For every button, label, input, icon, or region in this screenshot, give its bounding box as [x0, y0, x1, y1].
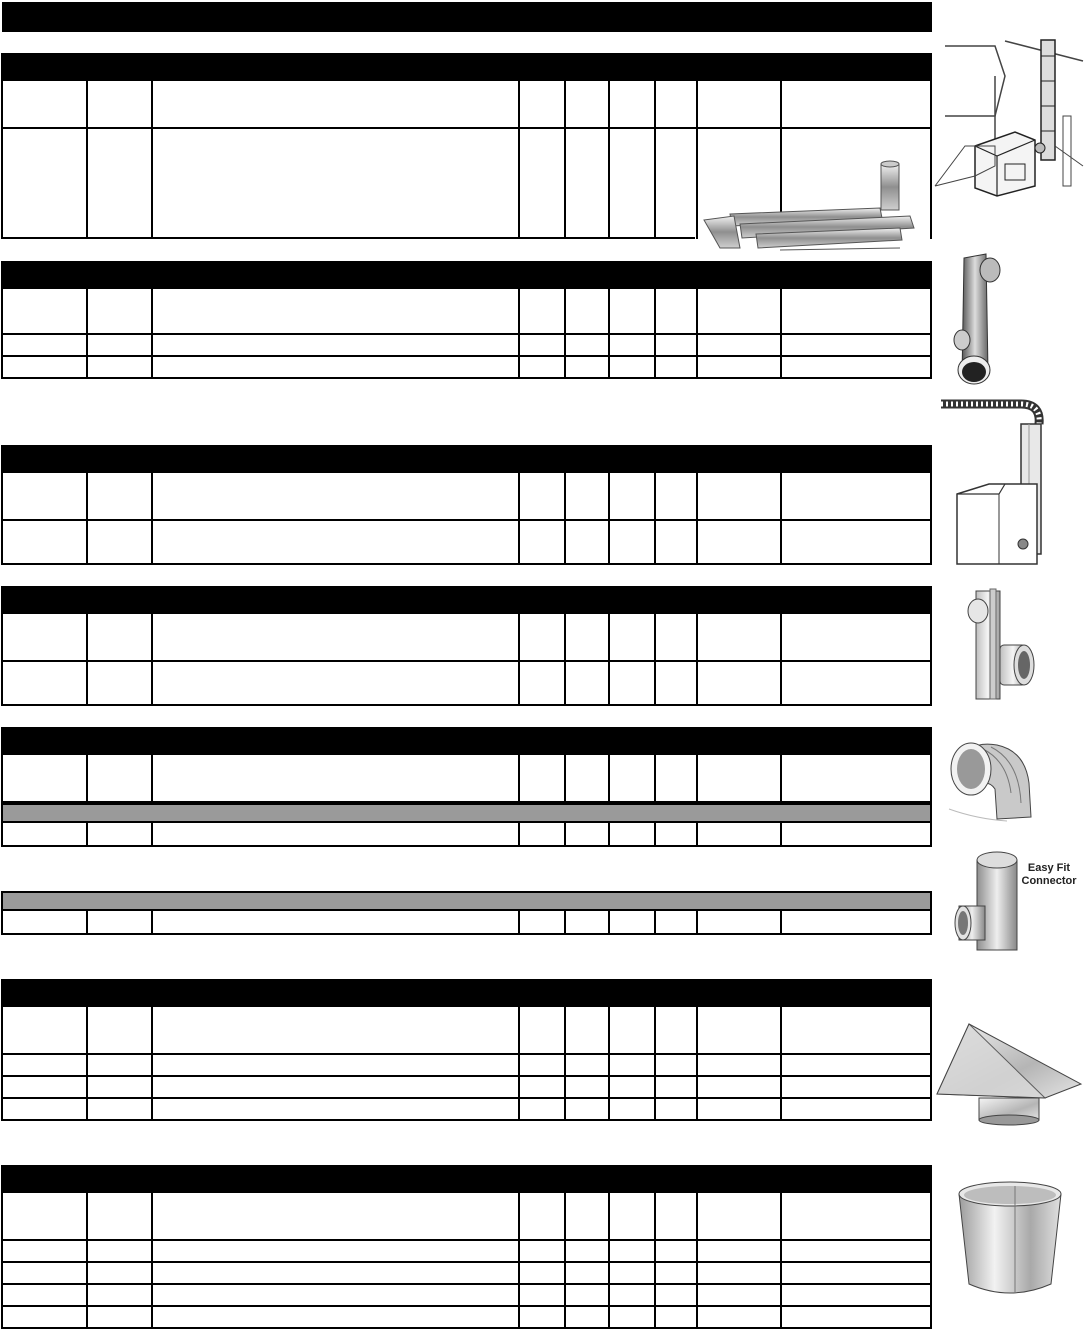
- column-rule: [518, 1263, 520, 1283]
- column-rule: [608, 1241, 610, 1261]
- dryer-installation-diagram-icon: [935, 36, 1083, 198]
- column-rule: [151, 755, 153, 801]
- column-rule: [654, 1307, 656, 1327]
- column-rule: [654, 473, 656, 519]
- column-rule: [86, 81, 88, 127]
- column-rule: [654, 1099, 656, 1119]
- column-rule: [696, 81, 698, 127]
- column-rule: [564, 1263, 566, 1283]
- column-rule: [86, 911, 88, 933]
- column-rule: [654, 1285, 656, 1305]
- column-rule: [86, 662, 88, 704]
- column-rule: [86, 357, 88, 377]
- column-rule: [86, 823, 88, 845]
- column-rule: [151, 81, 153, 127]
- column-rule: [654, 335, 656, 355]
- section-header-bar: [1, 445, 932, 473]
- section-header-bar: [1, 261, 932, 289]
- dryer-vent-pipe-kit-icon: [700, 158, 930, 254]
- column-rule: [564, 1193, 566, 1239]
- column-rule: [780, 357, 782, 377]
- column-rule: [608, 289, 610, 333]
- table-row: [1, 1263, 932, 1285]
- column-rule: [86, 1007, 88, 1053]
- column-rule: [518, 1077, 520, 1097]
- column-rule: [608, 1007, 610, 1053]
- column-rule: [151, 614, 153, 660]
- adjustable-elbow-icon: [947, 733, 1047, 825]
- table-row: [1, 1193, 932, 1241]
- section-subheader-bar: [1, 891, 932, 911]
- column-rule: [518, 1055, 520, 1075]
- column-rule: [564, 1241, 566, 1261]
- table-row: [1, 357, 932, 379]
- column-rule: [780, 1193, 782, 1239]
- column-rule: [608, 1285, 610, 1305]
- column-rule: [608, 357, 610, 377]
- column-rule: [780, 911, 782, 933]
- column-rule: [654, 1007, 656, 1053]
- section-header-bar: [1, 727, 932, 755]
- section-header-bar: [1, 586, 932, 614]
- column-rule: [564, 1307, 566, 1327]
- rectangular-dryer-box-connector-icon: [960, 585, 1040, 703]
- table-row: [1, 335, 932, 357]
- column-rule: [696, 521, 698, 563]
- column-rule: [564, 755, 566, 801]
- column-rule: [518, 1285, 520, 1305]
- column-rule: [780, 81, 782, 127]
- column-rule: [696, 1307, 698, 1327]
- column-rule: [780, 473, 782, 519]
- column-rule: [696, 755, 698, 801]
- column-rule: [151, 823, 153, 845]
- column-rule: [151, 1285, 153, 1305]
- column-rule: [696, 1055, 698, 1075]
- row-rule: [1, 237, 695, 239]
- column-rule: [518, 81, 520, 127]
- column-rule: [780, 1285, 782, 1305]
- column-rule: [654, 1077, 656, 1097]
- column-rule: [518, 129, 520, 239]
- column-rule: [608, 911, 610, 933]
- column-rule: [564, 823, 566, 845]
- table-row: [1, 1307, 932, 1329]
- column-rule: [696, 473, 698, 519]
- column-rule: [654, 129, 656, 239]
- column-rule: [151, 911, 153, 933]
- column-rule: [608, 823, 610, 845]
- column-rule: [608, 129, 610, 239]
- column-rule: [608, 1307, 610, 1327]
- column-rule: [518, 335, 520, 355]
- table-row: [1, 1077, 932, 1099]
- flexible-vent-to-dryer-diagram-icon: [937, 396, 1047, 568]
- column-rule: [564, 662, 566, 704]
- column-rule: [564, 1077, 566, 1097]
- column-rule: [151, 1099, 153, 1119]
- column-rule: [564, 1285, 566, 1305]
- column-rule: [518, 289, 520, 333]
- table-row: [1, 1007, 932, 1055]
- table-row: [1, 662, 932, 706]
- column-rule: [696, 1241, 698, 1261]
- column-rule: [696, 335, 698, 355]
- column-rule: [696, 614, 698, 660]
- table-row: [1, 1055, 932, 1077]
- column-rule: [518, 1099, 520, 1119]
- column-rule: [151, 1055, 153, 1075]
- column-rule: [518, 1307, 520, 1327]
- column-rule: [654, 289, 656, 333]
- table-row: [1, 473, 932, 521]
- column-rule: [780, 755, 782, 801]
- column-rule: [86, 289, 88, 333]
- easy-fit-connector-callout: Easy Fit Connector: [1021, 862, 1077, 887]
- table-row: [1, 289, 932, 335]
- table-row: [1, 823, 932, 847]
- column-rule: [696, 1285, 698, 1305]
- column-rule: [86, 335, 88, 355]
- column-rule: [151, 129, 153, 239]
- column-rule: [654, 81, 656, 127]
- column-rule: [151, 1007, 153, 1053]
- column-rule: [608, 1055, 610, 1075]
- column-rule: [780, 1241, 782, 1261]
- column-rule: [564, 129, 566, 239]
- table-row: [1, 1099, 932, 1121]
- column-rule: [608, 1077, 610, 1097]
- column-rule: [564, 357, 566, 377]
- column-rule: [518, 911, 520, 933]
- column-rule: [780, 614, 782, 660]
- column-rule: [86, 1263, 88, 1283]
- column-rule: [518, 614, 520, 660]
- column-rule: [151, 1077, 153, 1097]
- column-rule: [518, 1241, 520, 1261]
- table-row: [1, 614, 932, 662]
- column-rule: [151, 1193, 153, 1239]
- column-rule: [654, 662, 656, 704]
- column-rule: [780, 1055, 782, 1075]
- column-rule: [608, 1193, 610, 1239]
- table-row: [1, 81, 932, 129]
- column-rule: [608, 335, 610, 355]
- column-rule: [696, 1263, 698, 1283]
- column-rule: [151, 289, 153, 333]
- column-rule: [151, 335, 153, 355]
- round-collar-icon: [955, 1180, 1065, 1302]
- column-rule: [564, 614, 566, 660]
- column-rule: [696, 1099, 698, 1119]
- column-rule: [654, 911, 656, 933]
- page-title-bar: [2, 2, 932, 32]
- column-rule: [780, 662, 782, 704]
- table-row: [1, 1241, 932, 1263]
- offset-periscope-vent-icon: [952, 252, 1012, 388]
- column-rule: [608, 614, 610, 660]
- column-rule: [564, 1007, 566, 1053]
- column-rule: [151, 1307, 153, 1327]
- column-rule: [518, 1193, 520, 1239]
- column-rule: [518, 823, 520, 845]
- column-rule: [608, 473, 610, 519]
- column-rule: [696, 1007, 698, 1053]
- column-rule: [564, 473, 566, 519]
- section-header-bar: [1, 979, 932, 1007]
- column-rule: [654, 1241, 656, 1261]
- column-rule: [654, 1193, 656, 1239]
- column-rule: [86, 473, 88, 519]
- column-rule: [780, 1099, 782, 1119]
- column-rule: [564, 521, 566, 563]
- column-rule: [780, 289, 782, 333]
- table-row: [1, 755, 932, 803]
- column-rule: [518, 521, 520, 563]
- column-rule: [564, 289, 566, 333]
- roof-vent-hood-icon: [935, 1020, 1083, 1126]
- column-rule: [654, 1055, 656, 1075]
- column-rule: [608, 662, 610, 704]
- column-rule: [86, 1193, 88, 1239]
- column-rule: [518, 1007, 520, 1053]
- section-subheader-bar: [1, 803, 932, 823]
- column-rule: [518, 662, 520, 704]
- column-rule: [518, 357, 520, 377]
- column-rule: [608, 1263, 610, 1283]
- column-rule: [608, 755, 610, 801]
- section-header-bar: [1, 1165, 932, 1193]
- column-rule: [654, 521, 656, 563]
- column-rule: [608, 1099, 610, 1119]
- column-rule: [564, 1055, 566, 1075]
- column-rule: [86, 1285, 88, 1305]
- table-row: [1, 521, 932, 565]
- column-rule: [86, 521, 88, 563]
- column-rule: [564, 911, 566, 933]
- column-rule: [654, 357, 656, 377]
- column-rule: [86, 1099, 88, 1119]
- column-rule: [780, 1307, 782, 1327]
- column-rule: [654, 823, 656, 845]
- column-rule: [696, 129, 698, 239]
- column-rule: [151, 1263, 153, 1283]
- column-rule: [696, 1077, 698, 1097]
- column-rule: [780, 1077, 782, 1097]
- column-rule: [696, 823, 698, 845]
- column-rule: [696, 911, 698, 933]
- table-row: [1, 1285, 932, 1307]
- column-rule: [86, 614, 88, 660]
- column-rule: [86, 1307, 88, 1327]
- column-rule: [608, 81, 610, 127]
- column-rule: [518, 755, 520, 801]
- tee-connector-icon: [955, 850, 1025, 954]
- section-header-bar: [1, 53, 932, 81]
- column-rule: [608, 521, 610, 563]
- column-rule: [780, 335, 782, 355]
- column-rule: [86, 1077, 88, 1097]
- column-rule: [654, 614, 656, 660]
- column-rule: [564, 335, 566, 355]
- column-rule: [780, 823, 782, 845]
- column-rule: [151, 521, 153, 563]
- column-rule: [564, 1099, 566, 1119]
- column-rule: [696, 289, 698, 333]
- table-row: [1, 911, 932, 935]
- column-rule: [780, 1007, 782, 1053]
- column-rule: [151, 473, 153, 519]
- column-rule: [86, 129, 88, 239]
- column-rule: [86, 1055, 88, 1075]
- column-rule: [564, 81, 566, 127]
- column-rule: [780, 521, 782, 563]
- column-rule: [654, 755, 656, 801]
- column-rule: [696, 1193, 698, 1239]
- column-rule: [86, 1241, 88, 1261]
- column-rule: [696, 357, 698, 377]
- column-rule: [151, 1241, 153, 1261]
- column-rule: [696, 662, 698, 704]
- column-rule: [518, 473, 520, 519]
- column-rule: [780, 1263, 782, 1283]
- column-rule: [654, 1263, 656, 1283]
- column-rule: [151, 662, 153, 704]
- column-rule: [151, 357, 153, 377]
- column-rule: [86, 755, 88, 801]
